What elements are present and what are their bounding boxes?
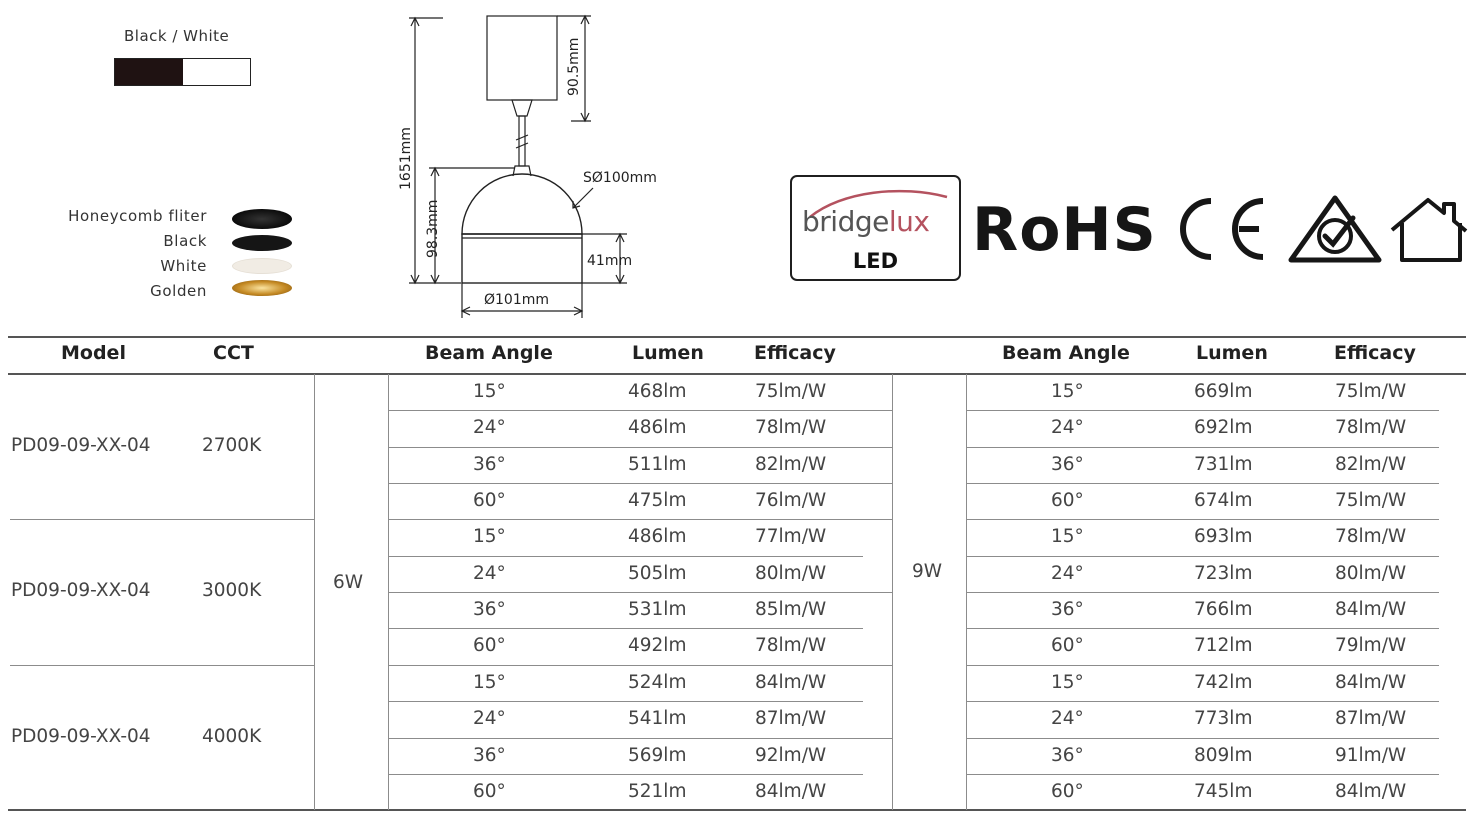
table-top-rule: [8, 336, 1466, 338]
row-divider-9w: [967, 483, 1439, 484]
header-lumen-6w: Lumen: [632, 342, 704, 364]
lumen-9w-cell: 745lm: [1194, 780, 1253, 802]
dome-diameter-label: SØ100mm: [583, 170, 657, 186]
finish-swatch-black: [115, 59, 183, 85]
lumen-9w-cell: 693lm: [1194, 526, 1253, 548]
row-divider-6w: [389, 665, 892, 666]
efficacy-9w-cell: 80lm/W: [1335, 562, 1407, 584]
driver-height-label: 90.5mm: [566, 37, 582, 96]
efficacy-9w-cell: 78lm/W: [1335, 417, 1407, 439]
total-height-label: 1651mm: [398, 127, 414, 190]
row-divider-6w: [389, 701, 863, 702]
beam-angle-6w-cell: 15°: [473, 381, 506, 402]
efficacy-9w-cell: 78lm/W: [1335, 526, 1407, 548]
header-lumen-9w: Lumen: [1196, 342, 1268, 364]
dome-height-label: 98.3mm: [425, 199, 441, 258]
ce-mark-icon: [1175, 193, 1275, 265]
honeycomb-filter-disc: [232, 209, 292, 229]
lumen-9w-cell: 674lm: [1194, 490, 1253, 512]
cct-cell: 4000K: [202, 725, 262, 747]
efficacy-6w-cell: 92lm/W: [755, 744, 827, 766]
power-9w: 9W: [912, 561, 943, 582]
lumen-9w-cell: 731lm: [1194, 453, 1253, 475]
beam-angle-6w-cell: 24°: [473, 708, 506, 730]
beam-angle-9w-cell: 36°: [1051, 453, 1084, 475]
beam-angle-6w-cell: 24°: [473, 417, 506, 439]
power-6w: 6W: [333, 572, 364, 593]
beam-angle-6w-cell: 36°: [473, 744, 506, 766]
beam-angle-6w-cell: 60°: [473, 780, 506, 802]
beam-angle-6w-cell: 15°: [473, 671, 506, 693]
col-divider-power-9w: [892, 374, 893, 810]
row-divider-6w: [389, 483, 892, 484]
efficacy-6w-cell: 75lm/W: [755, 381, 827, 402]
row-divider-9w: [967, 592, 1439, 593]
efficacy-6w-cell: 78lm/W: [755, 417, 827, 439]
lumen-9w-cell: 742lm: [1194, 671, 1253, 693]
efficacy-9w-cell: 87lm/W: [1335, 708, 1407, 730]
lumen-9w-cell: 766lm: [1194, 599, 1253, 621]
beam-angle-6w-cell: 36°: [473, 599, 506, 621]
finish-swatch-white: [183, 59, 251, 85]
rohs-logo: RoHS: [972, 195, 1157, 265]
beam-angle-6w-cell: 24°: [473, 562, 506, 584]
efficacy-6w-cell: 77lm/W: [755, 526, 827, 548]
beam-angle-9w-cell: 15°: [1051, 381, 1084, 402]
row-divider-6w: [389, 592, 892, 593]
efficacy-6w-cell: 78lm/W: [755, 635, 827, 657]
col-divider-power: [314, 374, 315, 810]
beam-angle-9w-cell: 36°: [1051, 744, 1084, 766]
header-efficacy-9w: Efficacy: [1334, 342, 1416, 364]
model-cell: PD09-09-XX-04: [11, 434, 151, 456]
golden-filter-disc: [232, 280, 292, 296]
bridgelux-word-left: bridge: [802, 205, 889, 238]
header-bottom-rule: [8, 373, 1466, 375]
bridgelux-wordmark: [802, 205, 929, 238]
rcm-check-icon: [1287, 194, 1383, 264]
beam-angle-9w-cell: 24°: [1051, 417, 1084, 439]
beam-angle-9w-cell: 15°: [1051, 671, 1084, 693]
row-divider-6w: [389, 410, 892, 411]
filter-label-honeycomb: Honeycomb fliter: [68, 207, 207, 225]
lumen-6w-cell: 468lm: [628, 381, 687, 402]
row-divider-9w: [967, 628, 1439, 629]
base-diameter-label: Ø101mm: [484, 292, 550, 308]
row-divider-6w: [389, 774, 863, 775]
beam-angle-6w-cell: 60°: [473, 635, 506, 657]
filter-label-golden: Golden: [150, 282, 207, 300]
bridgelux-logo: [790, 175, 961, 281]
black-filter-disc: [232, 235, 292, 251]
lumen-9w-cell: 669lm: [1194, 381, 1253, 402]
finish-swatch: [114, 58, 251, 86]
row-divider-6w: [389, 628, 863, 629]
row-divider-9w: [967, 410, 1439, 411]
lumen-9w-cell: 712lm: [1194, 635, 1253, 657]
led-label: LED: [852, 249, 899, 273]
efficacy-9w-cell: 82lm/W: [1335, 453, 1407, 475]
filter-label-white: White: [160, 257, 207, 275]
beam-angle-9w-cell: 60°: [1051, 635, 1084, 657]
lumen-6w-cell: 541lm: [628, 708, 687, 730]
beam-angle-9w-cell: 60°: [1051, 780, 1084, 802]
row-divider-9w: [967, 701, 1439, 702]
group-divider-1: [10, 519, 314, 520]
row-divider-6w: [389, 519, 892, 520]
efficacy-6w-cell: 87lm/W: [755, 708, 827, 730]
header-beam-angle-6w: Beam Angle: [425, 342, 553, 364]
beam-angle-6w-cell: 15°: [473, 526, 506, 548]
lumen-6w-cell: 505lm: [628, 562, 687, 584]
efficacy-6w-cell: 84lm/W: [755, 671, 827, 693]
efficacy-6w-cell: 76lm/W: [755, 490, 827, 512]
lumen-6w-cell: 524lm: [628, 671, 687, 693]
header-cct: CCT: [213, 342, 254, 364]
band-height-label: 41mm: [587, 253, 633, 269]
row-divider-9w: [967, 665, 1439, 666]
finish-label: Black / White: [124, 27, 230, 45]
model-cell: PD09-09-XX-04: [11, 580, 151, 602]
efficacy-6w-cell: 84lm/W: [755, 780, 827, 802]
header-model: Model: [61, 342, 126, 364]
lumen-9w-cell: 692lm: [1194, 417, 1253, 439]
indoor-house-icon: [1388, 196, 1470, 264]
beam-angle-9w-cell: 36°: [1051, 599, 1084, 621]
row-divider-9w: [967, 447, 1439, 448]
beam-angle-6w-cell: 60°: [473, 490, 506, 512]
white-filter-disc: [232, 258, 292, 274]
cct-cell: 3000K: [202, 580, 262, 602]
efficacy-6w-cell: 85lm/W: [755, 599, 827, 621]
lumen-6w-cell: 521lm: [628, 780, 687, 802]
row-divider-6w: [389, 738, 892, 739]
beam-angle-9w-cell: 60°: [1051, 490, 1084, 512]
efficacy-9w-cell: 84lm/W: [1335, 780, 1407, 802]
efficacy-9w-cell: 84lm/W: [1335, 671, 1407, 693]
lumen-6w-cell: 569lm: [628, 744, 687, 766]
beam-angle-9w-cell: 15°: [1051, 526, 1084, 548]
row-divider-9w: [967, 738, 1439, 739]
beam-angle-9w-cell: 24°: [1051, 708, 1084, 730]
header-beam-angle-9w: Beam Angle: [1002, 342, 1130, 364]
bridgelux-word-right: lux: [888, 205, 930, 238]
lumen-6w-cell: 492lm: [628, 635, 687, 657]
beam-angle-6w-cell: 36°: [473, 453, 506, 475]
table-bottom-rule: [8, 809, 1466, 811]
beam-angle-9w-cell: 24°: [1051, 562, 1084, 584]
lumen-6w-cell: 475lm: [628, 490, 687, 512]
efficacy-9w-cell: 79lm/W: [1335, 635, 1407, 657]
lumen-6w-cell: 531lm: [628, 599, 687, 621]
row-divider-9w: [967, 556, 1439, 557]
efficacy-9w-cell: 75lm/W: [1335, 490, 1407, 512]
header-efficacy-6w: Efficacy: [754, 342, 836, 364]
efficacy-9w-cell: 91lm/W: [1335, 744, 1407, 766]
lumen-9w-cell: 723lm: [1194, 562, 1253, 584]
cct-cell: 2700K: [202, 434, 262, 456]
efficacy-9w-cell: 84lm/W: [1335, 599, 1407, 621]
group-divider-2: [10, 665, 314, 666]
lumen-6w-cell: 486lm: [628, 417, 687, 439]
efficacy-6w-cell: 82lm/W: [755, 453, 827, 475]
model-cell: PD09-09-XX-04: [11, 725, 151, 747]
row-divider-9w: [967, 774, 1439, 775]
filter-label-black: Black: [163, 232, 207, 250]
efficacy-6w-cell: 80lm/W: [755, 562, 827, 584]
dimension-drawing: [395, 8, 695, 323]
lumen-9w-cell: 773lm: [1194, 708, 1253, 730]
row-divider-9w: [967, 519, 1439, 520]
row-divider-6w: [389, 556, 863, 557]
lumen-9w-cell: 809lm: [1194, 744, 1253, 766]
row-divider-6w: [389, 447, 892, 448]
efficacy-9w-cell: 75lm/W: [1335, 381, 1407, 402]
lumen-6w-cell: 486lm: [628, 526, 687, 548]
lumen-6w-cell: 511lm: [628, 453, 687, 475]
